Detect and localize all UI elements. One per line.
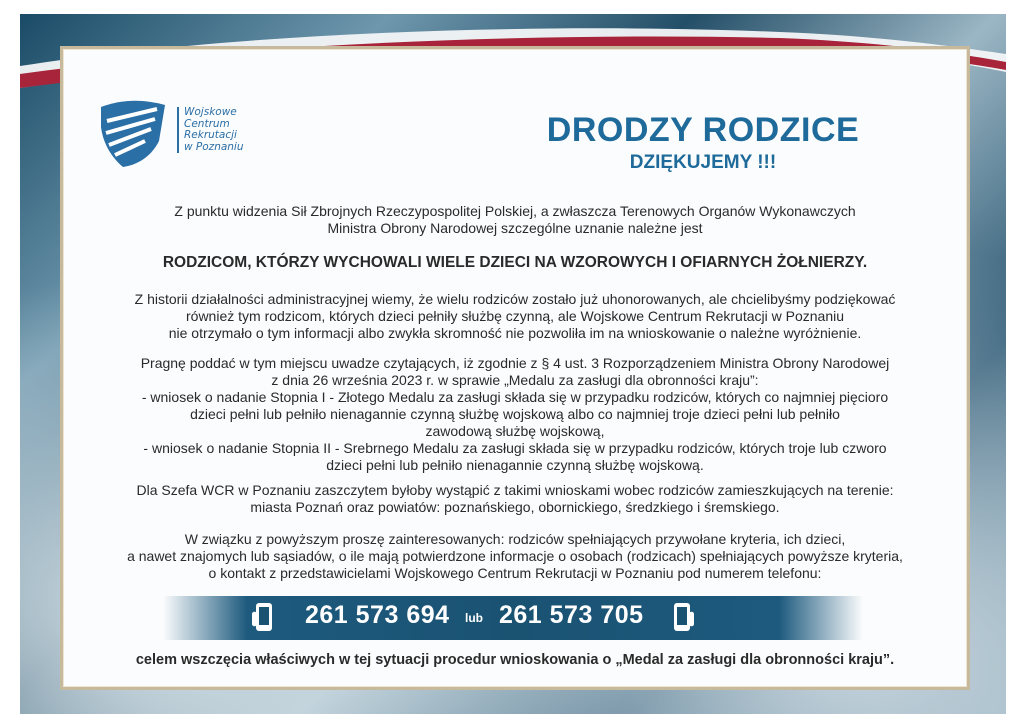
list-item: zawodową służbę wojskową,: [425, 423, 605, 439]
phone-number-1[interactable]: 261 573 694: [305, 601, 450, 629]
text-line: miasta Poznań oraz powiatów: poznańskiego, obornickiego, średzkiego i śremskiego.: [250, 499, 780, 515]
phone-icon: [673, 602, 695, 634]
logo-text: [177, 107, 264, 153]
text-line: Dla Szefa WCR w Poznaniu zaszczytem byłoby wystąpić z takimi wnioskami wobec rodziców zamieszkujących na terenie:: [136, 482, 894, 498]
main-heading: RODZICOM, KTÓRZY WYCHOWALI WIELE DZIECI NA WZOROWYCH I OFIARNYCH ŻOŁNIERZY.: [162, 254, 868, 271]
phone-separator: lub: [465, 611, 483, 625]
regulation-paragraph: [85, 355, 945, 474]
phone-icon: [251, 602, 273, 634]
text-line: Z historii działalności administracyjnej wiemy, że wielu rodziców zostało już uhonorowanych, ale chcielibyśmy podziękować: [134, 291, 896, 307]
logo: [93, 97, 263, 177]
text-line: również tym rodzicom, których dzieci pełniły służbę czynną, ale Wojskowe Centrum Rekrutacji w Poznaniu: [186, 308, 844, 324]
list-item: - wniosek o nadanie Stopnia II - Srebrnego Medalu za zasługi składa się w przypadku rodziców, których troje lub czworo: [143, 440, 887, 456]
text-line: a nawet znajomych lub sąsiadów, o ile mają potwierdzone informacje o osobach (rodzicach) spełniających powyższe kryteria,: [127, 548, 903, 564]
logo-line: Centrum: [184, 117, 230, 130]
text-line: Z punktu widzenia Sił Zbrojnych Rzeczypospolitej Polskiej, a zwłaszcza Terenowych Organów Wykonawczych: [174, 203, 856, 219]
text-line: Ministra Obrony Narodowej szczególne uznanie należne jest: [327, 220, 703, 236]
closing-text: celem wszczęcia właściwych w tej sytuacji procedur wnioskowania o „Medal za zasługi dla obronności kraju”.: [135, 652, 895, 668]
text-line: Pragnę poddać w tym miejscu uwadze czytających, iż zgodnie z § 4 ust. 3 Rozporządzeniem Ministra Obrony Narodowej: [140, 355, 890, 371]
text-line: o kontakt z przedstawicielami Wojskowego Centrum Rekrutacji w Poznaniu pod numerem telefonu:: [208, 565, 822, 581]
intro-paragraph: [85, 203, 945, 237]
content-panel: [60, 46, 970, 690]
history-paragraph: [85, 291, 945, 342]
list-item: dzieci pełni lub pełniło nienagannie czynną służbę wojskową albo co najmniej troje dzieci pełni lub pełniło: [190, 406, 840, 422]
list-item: - wniosek o nadanie Stopnia I - Złotego Medalu za zasługi składa się w przypadku rodziców, których co najmniej pięcioro: [141, 389, 889, 405]
phone-number-2[interactable]: 261 573 705: [499, 601, 644, 629]
contact-paragraph: [85, 531, 945, 582]
logo-line: Rekrutacji: [184, 129, 237, 141]
page-subtitle: DZIĘKUJEMY !!!: [629, 152, 777, 173]
logo-line: w Poznaniu: [184, 140, 244, 153]
logo-line: Wojskowe: [184, 106, 237, 118]
list-item: dzieci pełni lub pełniło nienagannie czynną służbę wojskową.: [326, 457, 704, 473]
page-title: DRODZY RODZICE: [546, 111, 860, 149]
text-line: nie otrzymało o tym informacji albo zwykła skromność nie pozwoliła im na wnioskowanie o należne wyróżnienie.: [168, 325, 862, 341]
text-line: W związku z powyższym proszę zainteresowanych: rodziców spełniających przywołane kryteria, ich dzieci,: [184, 531, 846, 547]
area-paragraph: [85, 482, 945, 516]
poster-background: [20, 14, 1006, 714]
shield-icon: [93, 97, 171, 169]
phone-band: [163, 596, 863, 640]
text-line: z dnia 26 września 2023 r. w sprawie „Medalu za zasługi dla obronności kraju”:: [271, 372, 759, 388]
